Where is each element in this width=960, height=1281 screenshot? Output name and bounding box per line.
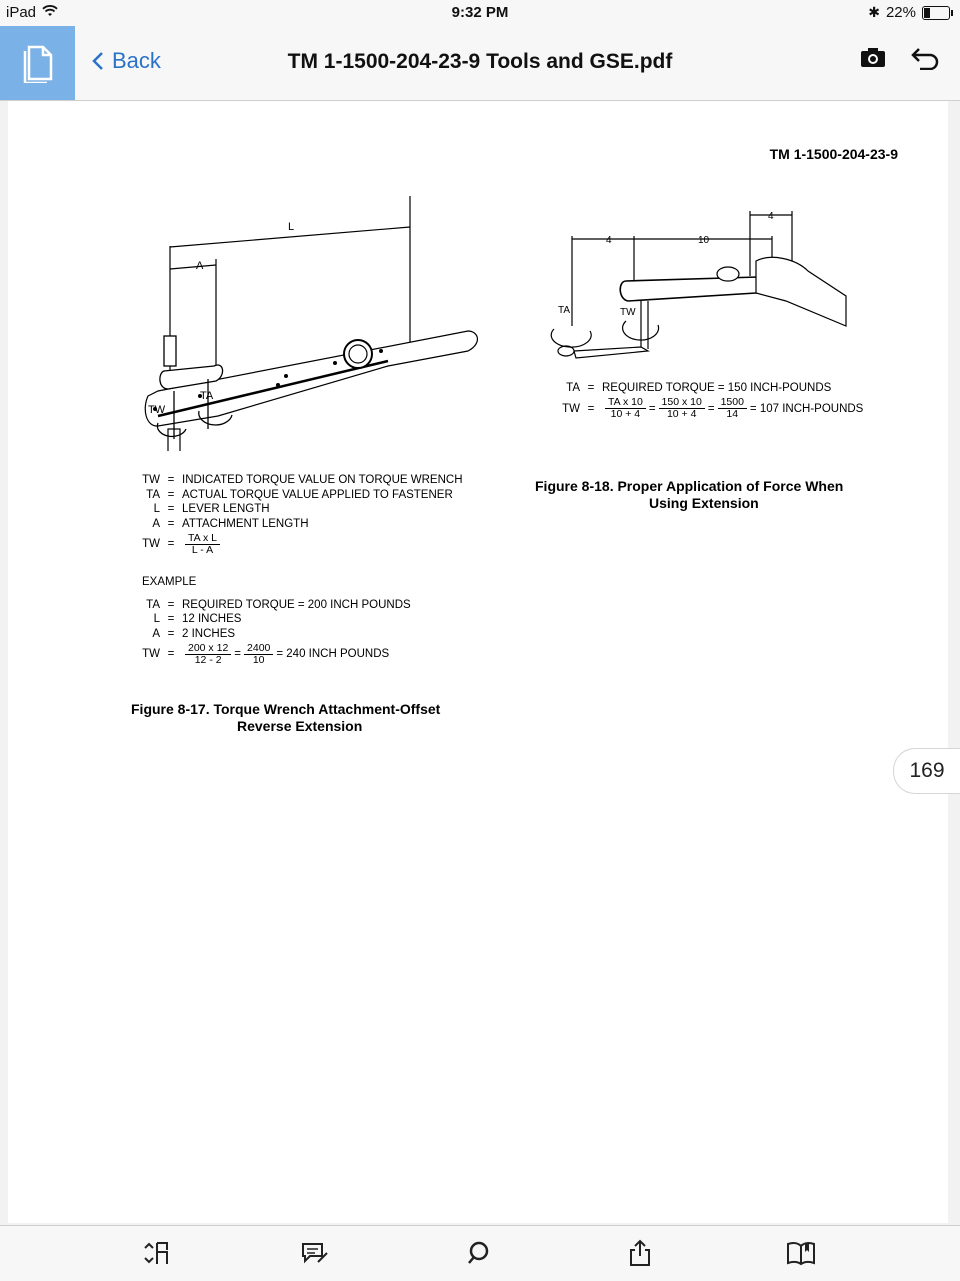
- search-icon[interactable]: [464, 1238, 494, 1268]
- share-icon[interactable]: [625, 1238, 655, 1268]
- legend-row: A = ATTACHMENT LENGTH: [152, 517, 309, 530]
- legend-row: TA = ACTUAL TORQUE VALUE APPLIED TO FASTENER: [146, 488, 453, 501]
- figure-8-18-caption: Figure 8-18. Proper Application of Force When Using Extension: [535, 478, 844, 511]
- example-formula: TW = $\frac{200 x 12}{12 - 2}$ = $\frac{2400}{10}$ = 240 INCH POUNDS: [142, 641, 390, 666]
- label-TA: TA: [200, 390, 214, 402]
- legend-row: TW = INDICATED TORQUE VALUE ON TORQUE WRENCH: [142, 474, 463, 487]
- formula-row: TW = $\frac{\text{TA x L}}{L - A}$: [132, 531, 463, 557]
- example-block: [132, 575, 411, 667]
- document-title: TM 1-1500-204-23-9 Tools and GSE.pdf: [287, 50, 673, 73]
- clock: 9:32 PM: [451, 4, 509, 21]
- bookmarks-icon[interactable]: [786, 1238, 816, 1268]
- tw-formula-row: TW = $\frac{\text{TA x 10}}{10 + 4}$ = $\frac{150 x 10}{10 + 4}$ = $\frac{1500}{14}$ = 107 INCH-POUNDS: [562, 396, 864, 420]
- example-row: L = 12 INCHES: [153, 613, 242, 626]
- pdf-page[interactable]: [8, 101, 948, 1223]
- legend-row: L = LEVER LENGTH: [153, 503, 270, 516]
- edit-tools-icon[interactable]: [142, 1238, 172, 1268]
- back-label: Back: [112, 48, 161, 73]
- figure-8-18-drawing: [546, 201, 876, 366]
- label-dim-4: 4: [606, 235, 612, 246]
- comment-icon[interactable]: [300, 1238, 330, 1268]
- example-row: A = 2 INCHES: [152, 627, 236, 640]
- label-TW: TW: [148, 404, 166, 416]
- page-header: TM 1-1500-204-23-9: [769, 146, 898, 162]
- example-row: TA = REQUIRED TORQUE = 200 INCH POUNDS: [146, 598, 411, 611]
- label-TA-18: TA: [558, 305, 571, 316]
- figure-8-17-caption: Figure 8-17. Torque Wrench Attachment-Offset Reverse Extension: [131, 701, 441, 734]
- label-dim-10: 10: [698, 235, 710, 246]
- battery-percent: 22%: [885, 4, 916, 21]
- label-TW-18: TW: [620, 307, 636, 318]
- device-name: iPad: [6, 4, 37, 21]
- figure-8-17-legend: [132, 473, 463, 557]
- label-L: L: [288, 221, 295, 233]
- label-dim-4b: 4: [768, 211, 774, 222]
- figure-8-18-legend: [556, 381, 863, 422]
- bluetooth-icon: ✱: [868, 4, 880, 20]
- undo-icon[interactable]: [910, 46, 940, 75]
- battery-icon: [922, 6, 950, 20]
- ta-row: TA = REQUIRED TORQUE = 150 INCH-POUNDS: [566, 382, 832, 395]
- bottom-toolbar: [0, 1225, 960, 1281]
- camera-icon[interactable]: [860, 46, 886, 75]
- page-number-badge[interactable]: 169: [893, 748, 960, 794]
- label-A: A: [196, 260, 204, 272]
- nav-bar: [0, 26, 960, 101]
- status-bar: [0, 0, 960, 26]
- example-label: EXAMPLE: [142, 576, 197, 589]
- figure-8-17-extension: [144, 331, 264, 451]
